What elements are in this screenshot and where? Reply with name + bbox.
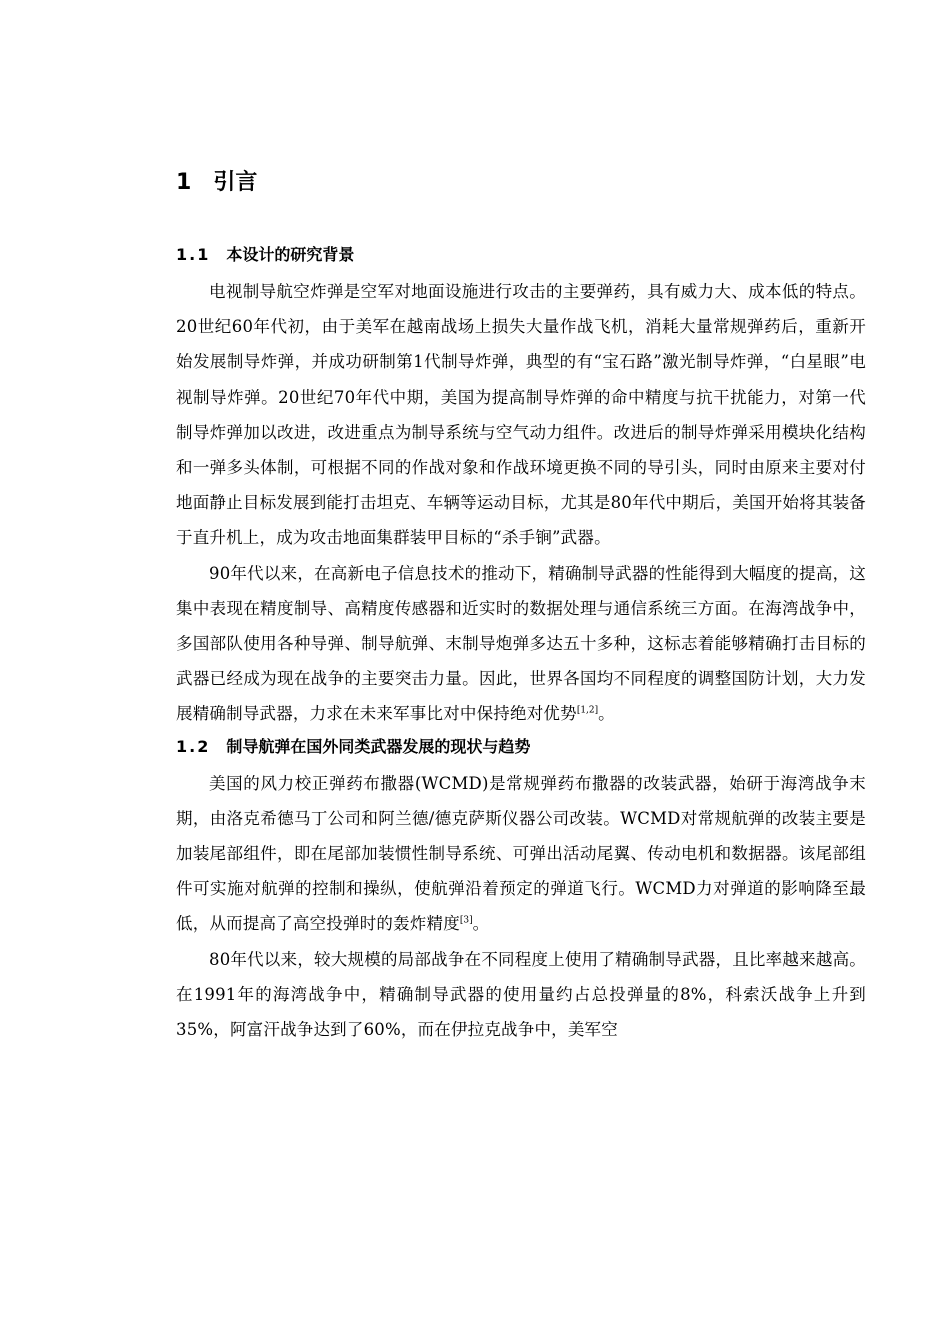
paragraph-tail: 。 (598, 704, 615, 724)
paragraph (176, 274, 866, 556)
paragraph-text: 美国的风力校正弹药布撒器(WCMD)是常规弹药布撒器的改装武器，始研于海湾战争末期，由洛克希德马丁公司和阿兰德/德克萨斯仪器公司改装。WCMD对常规航弹的改装主要是加装尾部组件，即在尾部加装惯性制导系统、可弹出活动尾翼、传动电机和数据器。该尾部组件可实施对航弹的控制和操纵，使航弹沿着预定的弹道飞行。WCMD力对弹道的影响降至最低，从而提高了高空投弹时的轰炸精度 (176, 773, 866, 934)
paragraph-text: 80年代以来，较大规模的局部战争在不同程度上使用了精确制导武器，且比率越来越高。在1991年的海湾战争中，精确制导武器的使用量约占总投弹量的8%，科索沃战争上升到35%，阿富汗战争达到了60%，而在伊拉克战争中，美军空 (176, 949, 866, 1040)
section-title: 本设计的研究背景 (226, 245, 355, 264)
section-number: 1.2 (176, 736, 211, 756)
paragraph-text: 电视制导航空炸弹是空军对地面设施进行攻击的主要弹药，具有威力大、成本低的特点。20世纪60年代初，由于美军在越南战场上损失大量作战飞机，消耗大量常规弹药后，重新开始发展制导炸弹，并成功研制第1代制导炸弹，典型的有“宝石路”激光制导炸弹，“白星眼”电视制导炸弹。20世纪70年代中期，美国为提高制导炸弹的命中精度与抗干扰能力，对第一代制导炸弹加以改进，改进重点为制导系统与空气动力组件。改进后的制导炸弹采用模块化结构和一弹多头体制，可根据不同的作战对象和作战环境更换不同的导引头，同时由原来主要对付地面静止目标发展到能打击坦克、车辆等运动目标，尤其是80年代中期后，美国开始将其装备于直升机上，成为攻击地面集群装甲目标的“杀手锏”武器。 (176, 282, 866, 548)
section-heading-1-2 (176, 734, 866, 760)
citation-reference: [1,2] (576, 705, 599, 716)
chapter-title: 引言 (213, 170, 258, 195)
paragraph-text: 90年代以来，在高新电子信息技术的推动下，精确制导武器的性能得到大幅度的提高，这集中表现在精度制导、高精度传感器和近实时的数据处理与通信系统三方面。在海湾战争中，多国部队使用各种导弹、制导航弹、末制导炮弹多达五十多种，这标志着能够精确打击目标的武器已经成为现在战争的主要突击力量。因此，世界各国均不同程度的调整国防计划，大力发展精确制导武器，力求在未来军事比对中保持绝对优势 (176, 563, 866, 724)
paragraph (176, 556, 866, 732)
paragraph (176, 766, 866, 942)
chapter-number: 1 (176, 170, 192, 195)
section-heading-1-1 (176, 242, 866, 268)
page-content (176, 168, 866, 1047)
chapter-heading (176, 168, 866, 198)
paragraph-tail: 。 (472, 914, 490, 934)
section-title: 制导航弹在国外同类武器发展的现状与趋势 (226, 736, 531, 756)
citation-reference: [3] (459, 915, 473, 926)
section-number: 1.1 (176, 245, 211, 264)
paragraph (176, 942, 866, 1048)
